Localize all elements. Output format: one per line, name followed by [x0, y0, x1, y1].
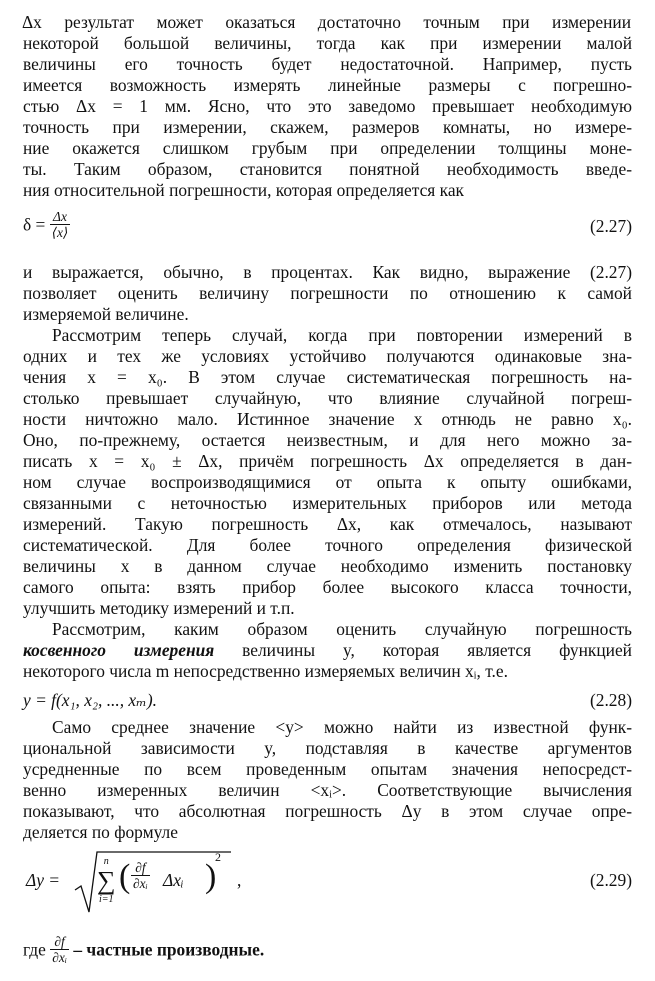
text-line: имеется возможность измерять линейные размеры с погрешно-	[23, 75, 632, 95]
denominator: ∂xᵢ	[52, 950, 68, 965]
text-line: показывают, что абсолютная погрешность Δy в этом случае опре-	[23, 801, 632, 821]
text-line: измеряемой величине.	[23, 304, 189, 324]
sigma-icon: ∑	[97, 866, 116, 895]
text-line	[23, 640, 632, 661]
text-line: чения x = x₀. В этом случае систематическая погрешность на-	[23, 367, 632, 387]
text-line: улучшить методику измерений и т.п.	[23, 598, 295, 618]
text-line: Само среднее значение <y> можно найти из известной функ-	[52, 717, 632, 737]
text-line: стью Δx = 1 мм. Ясно, что это заведомо превышает необходимую	[23, 96, 632, 116]
text-line: измерений. Такую погрешность Δx, как отмечалось, называют	[23, 514, 632, 534]
summation	[97, 856, 116, 906]
right-paren-icon: )	[205, 858, 217, 895]
text-line: самого опыта: взять прибор более высокого класса точности,	[23, 577, 632, 597]
where-word: где	[23, 939, 46, 960]
sum-lower-limit: i=1	[99, 894, 114, 905]
numerator: ∂f	[135, 860, 146, 875]
text-line: ности ничтожно мало. Истинное значение x отнюдь не равно x₀.	[23, 409, 632, 429]
text-line: систематической. Для более точного определения физической	[23, 535, 632, 555]
text-line: точность при измерении, скажем, размеров комнаты, но измере-	[23, 117, 632, 137]
text-line: Рассмотрим, каким образом оценить случайную погрешность	[52, 619, 632, 639]
text-line: столько превышает случайную, что влияние случайной погреш-	[23, 388, 632, 408]
emphasized-term: косвенного измерения	[23, 640, 215, 660]
eq-lhs: δ =	[23, 214, 46, 235]
delta-x-term: Δxᵢ	[163, 870, 184, 890]
equation-2-28	[23, 690, 632, 714]
text-line: венно измеренных величин <xᵢ>. Соответствующие вычисления	[23, 780, 632, 800]
text-line: писать x = x₀ ± Δx, причём погрешность Δx определяется в дан-	[23, 451, 632, 471]
fraction	[50, 210, 71, 240]
left-paren-icon: (	[119, 858, 131, 895]
text-line: усредненные по всем проведенным опытам значения непосредст-	[23, 759, 632, 779]
equation-number: (2.27)	[589, 216, 632, 236]
text-line: величины x в данном случае необходимо изменить постановку	[23, 556, 632, 576]
text-span: величины y, которая является функцией	[214, 640, 632, 660]
text-line: Оно, по-прежнему, остается неизвестным, и для него можно за-	[23, 430, 632, 450]
fraction	[131, 861, 150, 891]
text-line: величины его точность будет недостаточной. Например, пусть	[23, 54, 632, 74]
text-line: позволяет оценить величину погрешности по отношению к самой	[23, 283, 632, 303]
text-line: циональной зависимости y, подставляя в качестве аргументов	[23, 738, 632, 758]
eq-expression: y = f(x₁, x₂, ..., xₘ).	[23, 690, 157, 710]
text-line: связанными с неточностью измерительных приборов или метода	[23, 493, 632, 513]
text-line: ном случае воспроизводящимися от опыта к опыту ошибками,	[23, 472, 632, 492]
eq-lhs: Δy =	[26, 870, 61, 890]
numerator: ∂f	[54, 934, 65, 949]
footer-line	[23, 935, 632, 975]
text-line: ты. Таким образом, становится понятной необходимость введе-	[23, 159, 632, 179]
sum-upper-limit: n	[103, 856, 109, 867]
text-line: некоторого числа m непосредственно измеряемых величин xᵢ, т.е.	[23, 661, 508, 681]
equation-2-29	[23, 848, 632, 918]
denominator: ⟨x⟩	[51, 225, 69, 240]
footer-text: – частные производные.	[73, 939, 265, 960]
text-line: ния относительной погрешности, которая определяется как	[23, 180, 465, 200]
trailing-comma: ,	[237, 870, 242, 890]
fraction	[50, 935, 69, 965]
text-line: некоторой большой величины, тогда как при измерении малой	[23, 33, 632, 53]
text-line: ние окажется слишком грубым при определении толщины моне-	[23, 138, 632, 158]
text-line: и выражается, обычно, в процентах. Как видно, выражение (2.27)	[23, 262, 632, 282]
text-line: одних и тех же условиях устойчиво получаются одинаковые зна-	[23, 346, 632, 366]
numerator: Δx	[53, 209, 67, 224]
exponent: 2	[215, 850, 221, 864]
equation-number: (2.28)	[589, 690, 632, 710]
text-line: Рассмотрим теперь случай, когда при повторении измерений в	[52, 325, 632, 345]
text-line: деляется по формуле	[23, 822, 178, 842]
equation-2-27	[23, 210, 632, 252]
denominator: ∂xᵢ	[133, 876, 148, 891]
equation-number: (2.29)	[589, 870, 632, 890]
text-line: Δx результат может оказаться достаточно точным при измерении	[22, 12, 631, 32]
